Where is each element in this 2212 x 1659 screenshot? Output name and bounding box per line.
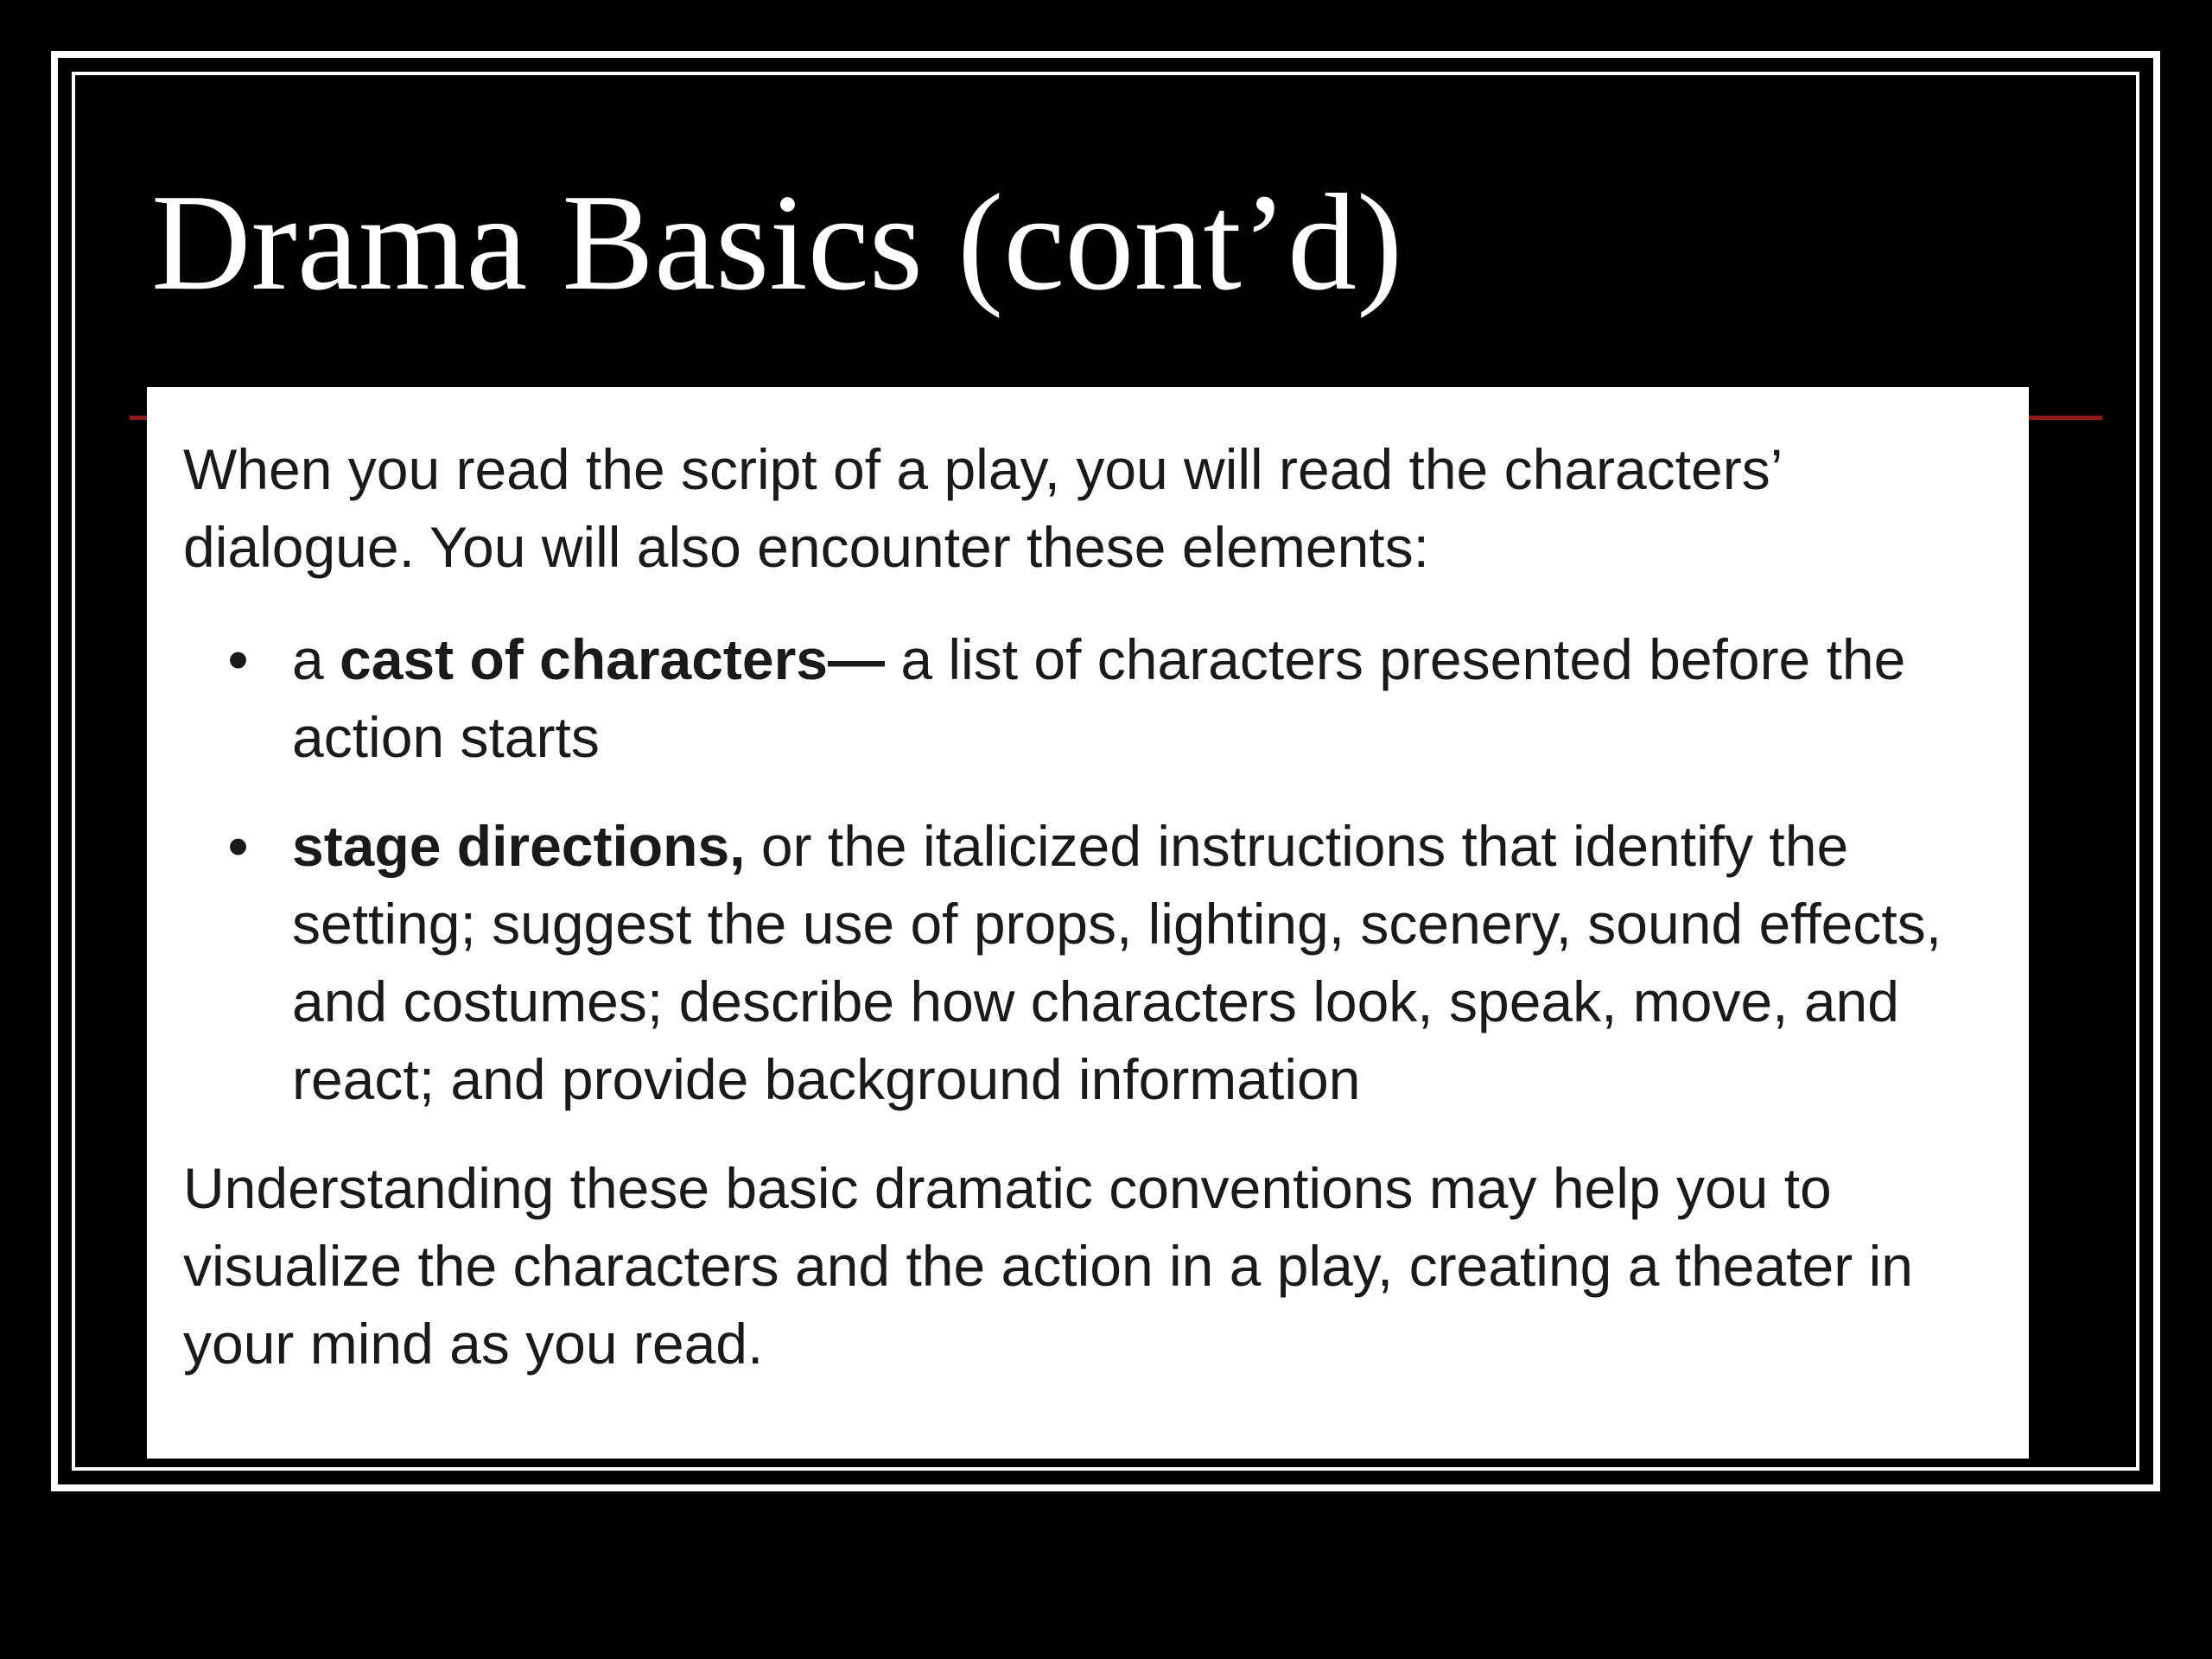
conclusion-paragraph: Understanding these basic dramatic conventions may help you to visualize the characters and the action in a play, creating a theater in your mind as you read.: [183, 1156, 1913, 1376]
term-stage-directions: stage directions,: [292, 814, 746, 878]
slide-title: Drama Basics (cont’d): [151, 165, 1403, 319]
list-item-cast-of-characters: [183, 620, 1994, 776]
content-image-box: [147, 387, 2029, 1459]
bullet-icon: •: [228, 814, 249, 878]
definition-stage-directions: or the italicized instructions that identify the setting; suggest the use of props, lighting, scenery, sound effects, and costumes; describe how characters look, speak, move, and react; and provide background information: [292, 814, 1942, 1111]
term-cast-of-characters: cast of characters—: [340, 627, 886, 691]
elements-list: [183, 620, 1994, 1118]
list-item-stage-directions: [183, 807, 1994, 1118]
intro-paragraph: When you read the script of a play, you will read the characters’ dialogue. You will also encounter these elements:: [183, 437, 1781, 579]
bullet-prefix: a: [292, 627, 340, 691]
bullet-icon: •: [228, 627, 249, 691]
definition-cast-of-characters: a list of characters presented before the action starts: [292, 627, 1906, 769]
